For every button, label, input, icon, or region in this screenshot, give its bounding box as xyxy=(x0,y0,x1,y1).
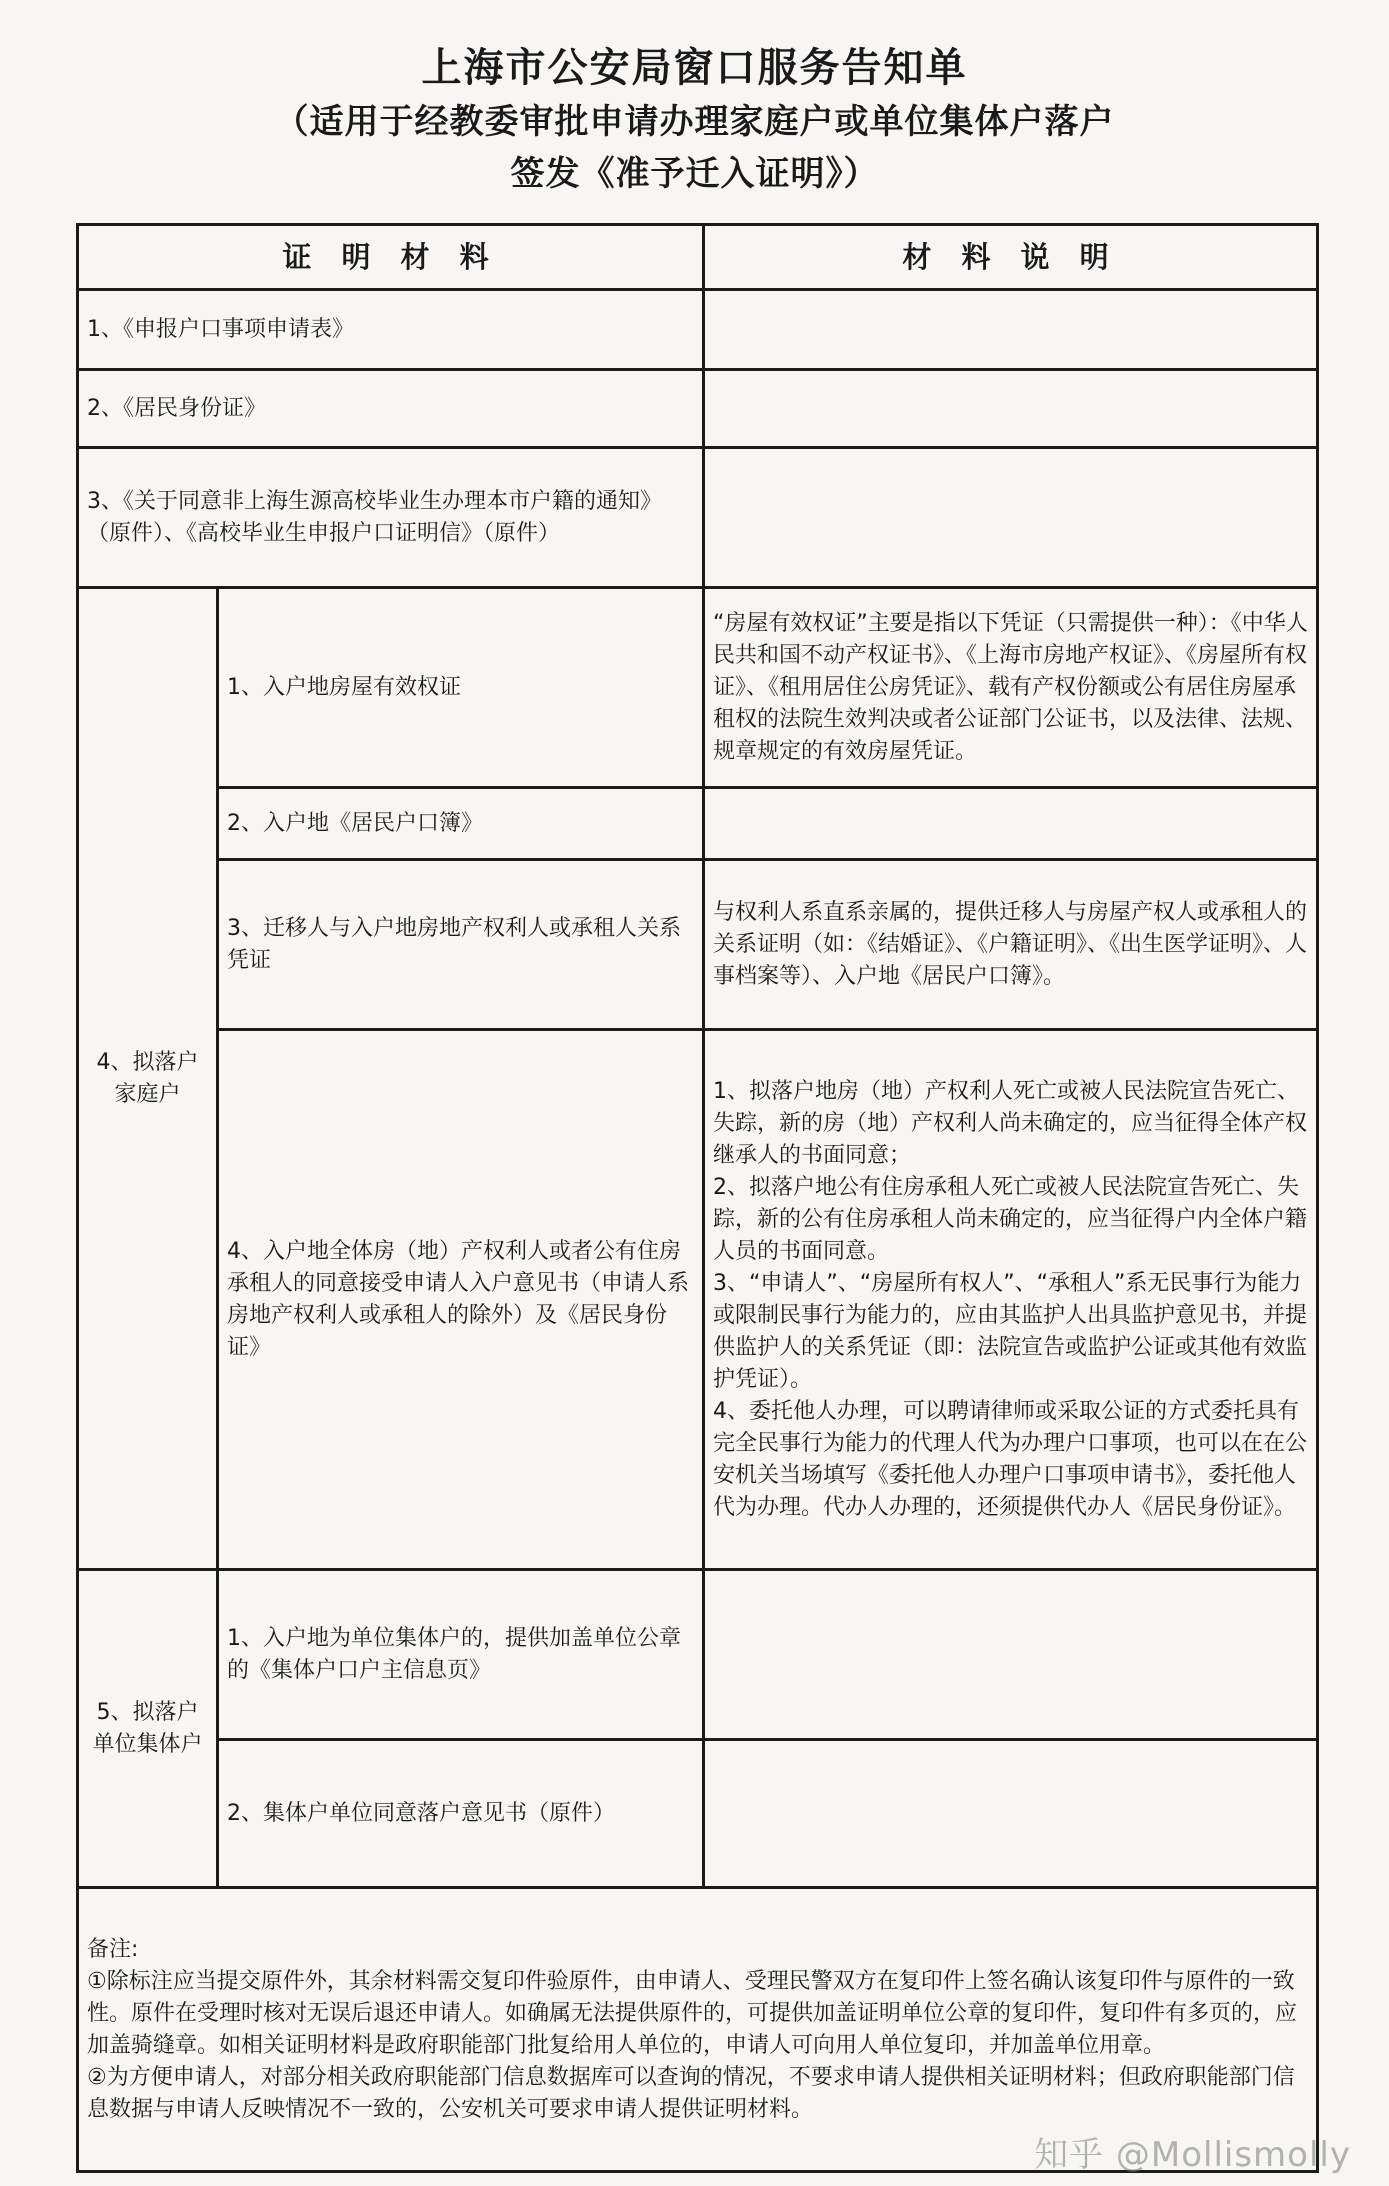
document-title: 上海市公安局窗口服务告知单 xyxy=(421,45,968,91)
remarks-title: 备注: xyxy=(87,1936,139,1962)
watermark: 知乎 @Mollismolly xyxy=(1034,2135,1351,2175)
item-collective-info-page: 1、入户地为单位集体户的，提供加盖单位公章的《集体户口户主信息页》 xyxy=(218,1570,704,1740)
header-description: 材 料 说 明 xyxy=(704,225,1318,290)
remarks-note-1: ①除标注应当提交原件外，其余材料需交复印件验原件，由申请人、受理民警双方在复印件上签名确认该复印件与原件的一致性。原件在受理时核对无误后退还申请人。如确属无法提供原件的，可提供加盖证明单位公章的复印件，复印件有多页的，应加盖骑缝章。如相关证明材料是政府职能部门批复给用人单位的，申请人可向用人单位复印，并加盖单位用章。 xyxy=(87,1968,1298,2058)
item-consent-letter: 4、入户地全体房（地）产权利人或者公有住房承租人的同意接受申请人入户意见书（申请人系房地产权利人或承租人的除外）及《居民身份证》 xyxy=(218,1030,704,1570)
category-family-line2: 家庭户 xyxy=(114,1081,181,1107)
title-block xyxy=(0,40,1389,200)
consent-note-4: 4、委托他人办理，可以聘请律师或采取公证的方式委托具有完全民事行为能力的代理人代为办理户口事项，也可以在在公安机关当场填写《委托他人办理户口事项申请书》，委托他人代为办理。代办人办理的，还须提供代办人《居民身份证》。 xyxy=(713,1398,1308,1520)
category-collective-household xyxy=(78,1570,218,1888)
table-row xyxy=(78,1570,1318,1740)
item-consent-letter-desc xyxy=(704,1030,1318,1570)
item-unit-consent-desc xyxy=(704,1740,1318,1888)
table-row xyxy=(78,860,1318,1030)
item-unit-consent: 2、集体户单位同意落户意见书（原件） xyxy=(218,1740,704,1888)
item-application-form: 1、《申报户口事项申请表》 xyxy=(78,290,704,370)
consent-note-3: 3、“申请人”、“房屋所有权人”、“承租人”系无民事行为能力或限制民事行为能力的，应由其监护人出具监护意见书，并提供监护人的关系凭证（即：法院宣告或监护公证或其他有效监护凭证）。 xyxy=(713,1270,1308,1392)
item-relationship-proof: 3、迁移人与入户地房地产权利人或承租人关系凭证 xyxy=(218,860,704,1030)
item-graduate-notice-desc xyxy=(704,448,1318,588)
consent-note-2: 2、拟落户地公有住房承租人死亡或被人民法院宣告死亡、失踪，新的公有住房承租人尚未确定的，应当征得户内全体户籍人员的书面同意。 xyxy=(713,1174,1308,1264)
table-row xyxy=(78,588,1318,788)
item-property-certificate: 1、入户地房屋有效权证 xyxy=(218,588,704,788)
item-id-card: 2、《居民身份证》 xyxy=(78,370,704,448)
table-row xyxy=(78,1030,1318,1570)
table-row xyxy=(78,788,1318,860)
category-collective-line2: 单位集体户 xyxy=(92,1731,203,1757)
consent-note-1: 1、拟落户地房（地）产权利人死亡或被人民法院宣告死亡、失踪，新的房（地）产权利人尚未确定的，应当征得全体产权继承人的书面同意； xyxy=(713,1078,1308,1168)
table-header-row xyxy=(78,225,1318,290)
materials-table xyxy=(76,223,1319,2173)
remarks-note-2: ②为方便申请人，对部分相关政府职能部门信息数据库可以查询的情况，不要求申请人提供相关证明材料；但政府职能部门信息数据与申请人反映情况不一致的，公安机关可要求申请人提供证明材料。 xyxy=(87,2064,1295,2122)
table-row xyxy=(78,370,1318,448)
table-row xyxy=(78,1740,1318,1888)
item-property-certificate-desc: “房屋有效权证”主要是指以下凭证（只需提供一种）：《中华人民共和国不动产权证书》、《上海市房地产权证》、《房屋所有权证》、《租用居住公房凭证》、载有产权份额或公有居住房屋承租权的法院生效判决或者公证部门公证书，以及法律、法规、规章规定的有效房屋凭证。 xyxy=(704,588,1318,788)
table-row xyxy=(78,448,1318,588)
item-collective-info-page-desc xyxy=(704,1570,1318,1740)
item-id-card-desc xyxy=(704,370,1318,448)
category-collective-line1: 5、拟落户 xyxy=(96,1699,199,1725)
item-relationship-proof-desc: 与权利人系直系亲属的，提供迁移人与房屋产权人或承租人的关系证明（如：《结婚证》、《户籍证明》、《出生医学证明》、人事档案等）、入户地《居民户口簿》。 xyxy=(704,860,1318,1030)
document-subtitle-line2: 签发《准予迁入证明》） xyxy=(510,154,879,194)
category-family-household xyxy=(78,588,218,1570)
item-household-register-desc xyxy=(704,788,1318,860)
category-family-line1: 4、拟落户 xyxy=(96,1049,199,1075)
item-application-form-desc xyxy=(704,290,1318,370)
table-row xyxy=(78,290,1318,370)
item-graduate-notice: 3、《关于同意非上海生源高校毕业生办理本市户籍的通知》（原件）、《高校毕业生申报户口证明信》（原件） xyxy=(78,448,704,588)
document-subtitle-line1: （适用于经教委审批申请办理家庭户或单位集体户落户 xyxy=(274,102,1115,142)
item-household-register: 2、入户地《居民户口簿》 xyxy=(218,788,704,860)
header-materials: 证 明 材 料 xyxy=(78,225,704,290)
